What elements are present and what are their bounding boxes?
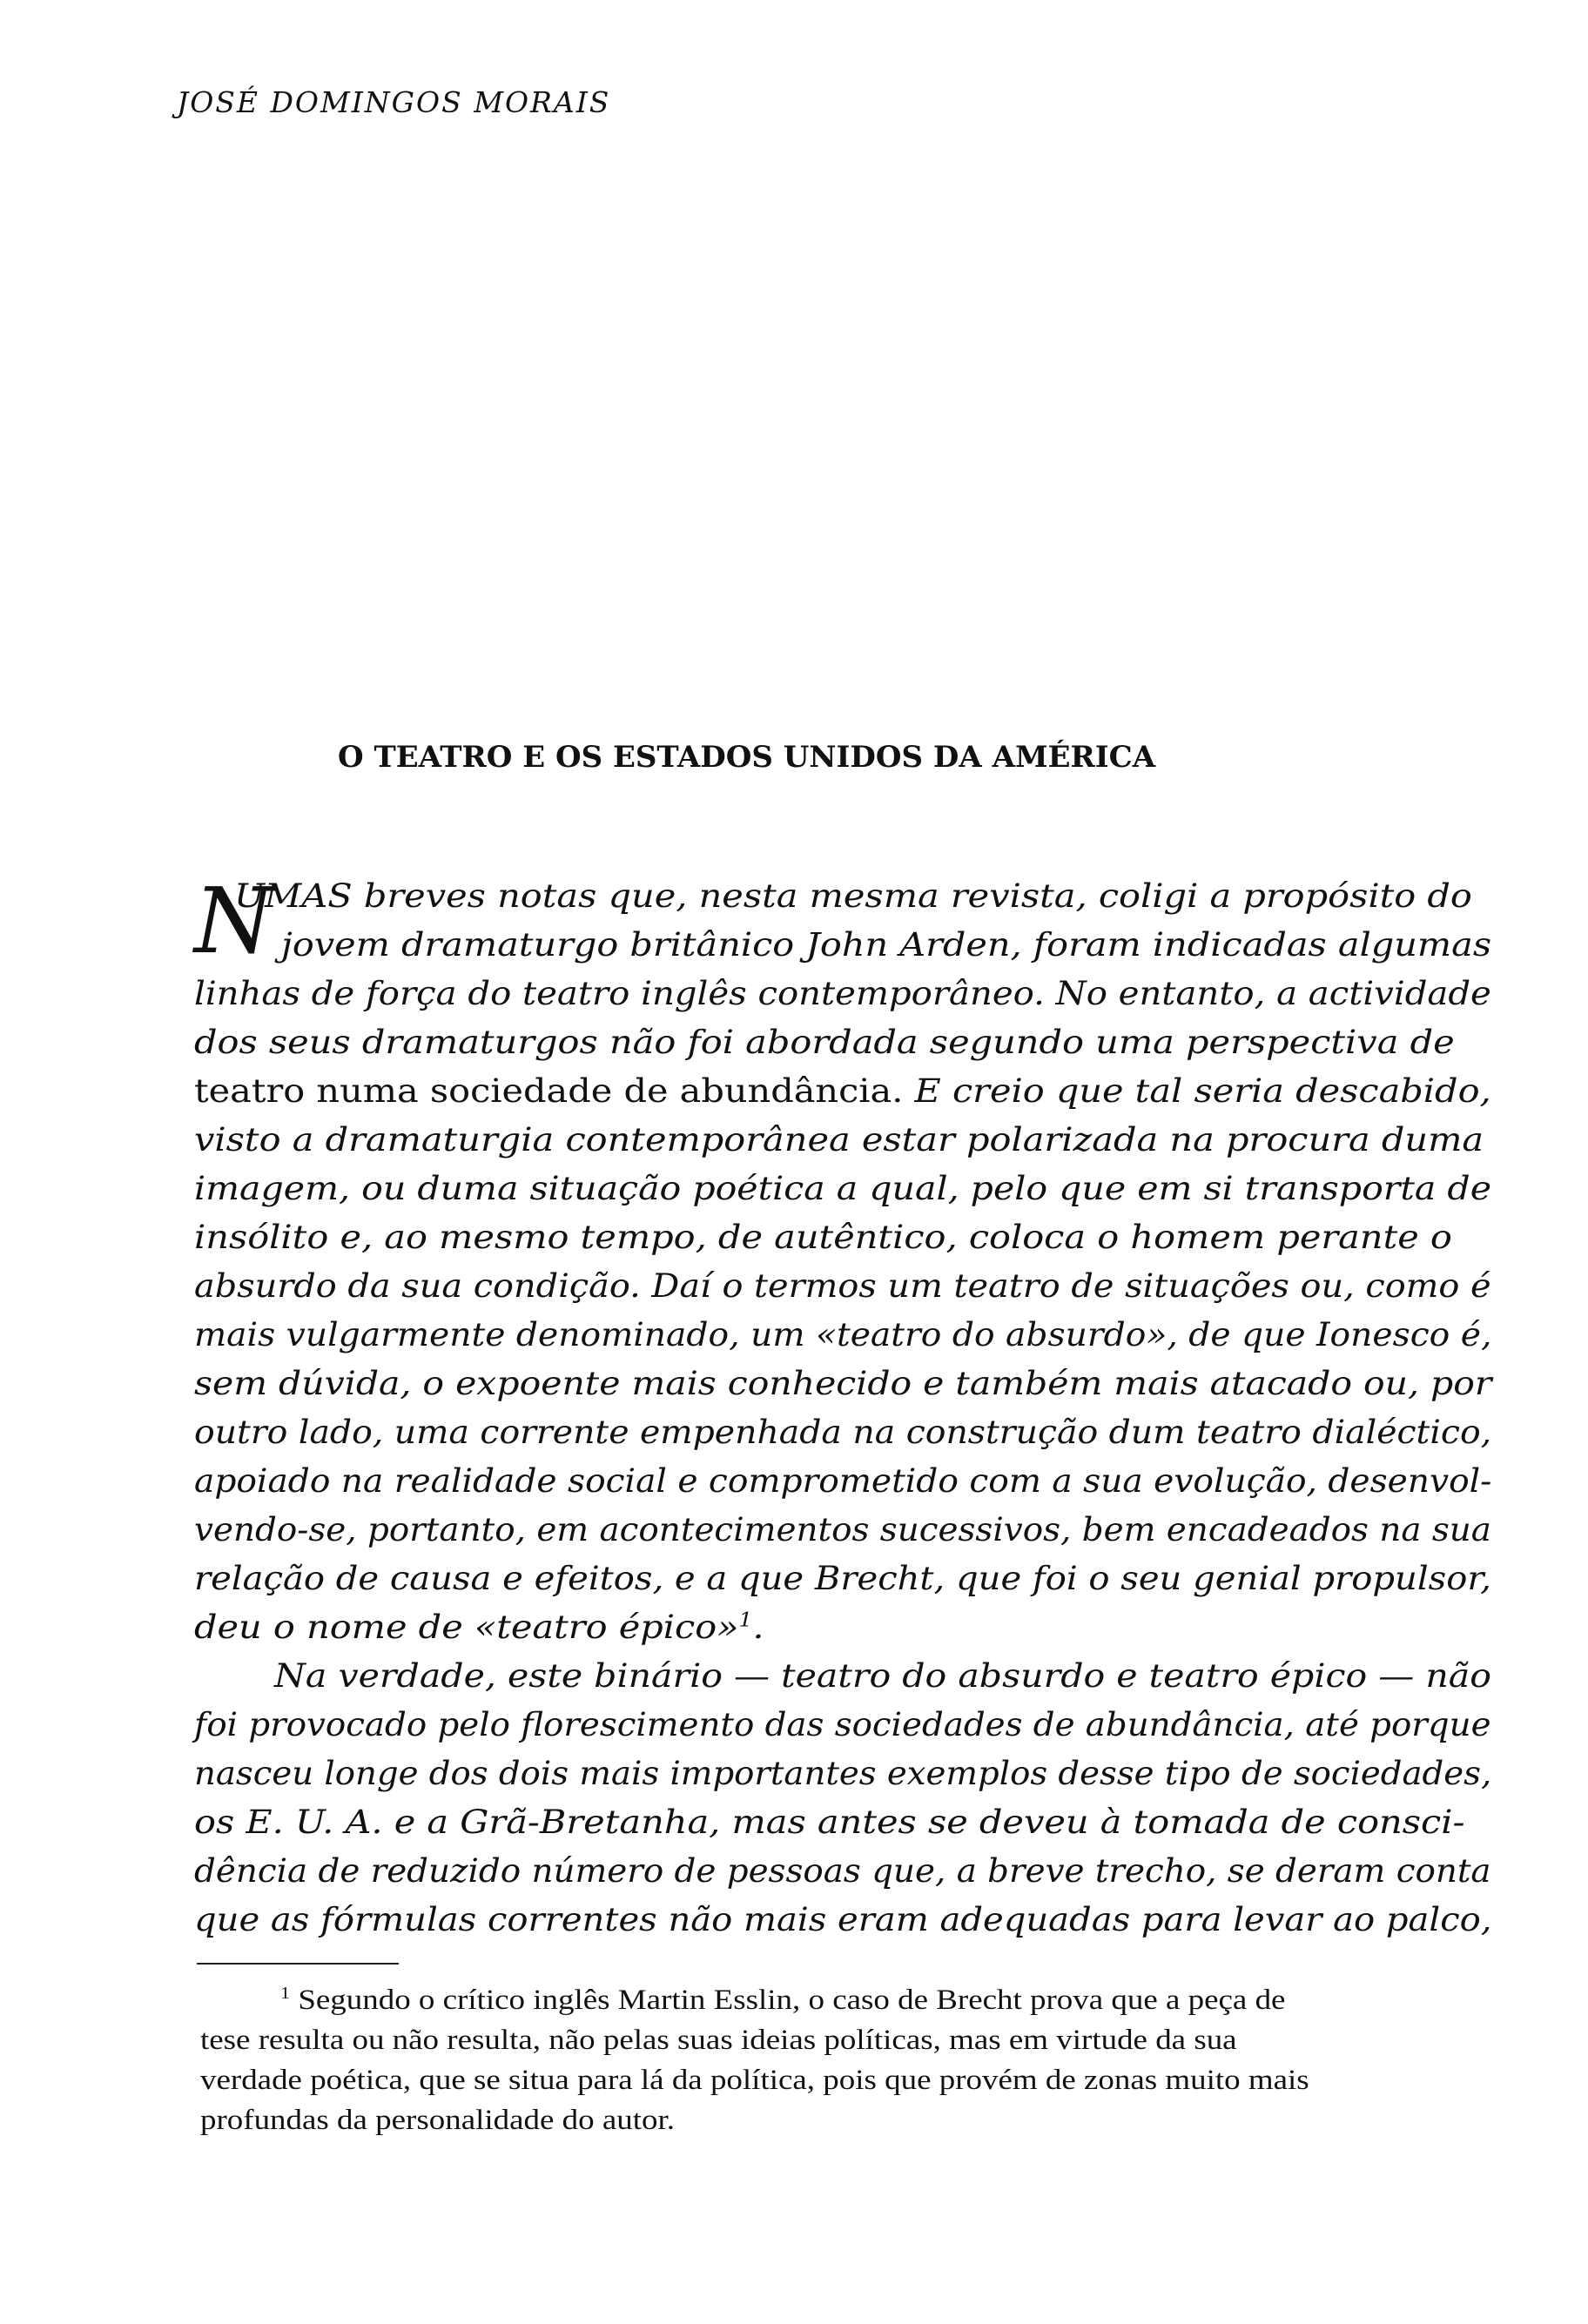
body-line: vendo-se, portanto, em acontecimentos sucessivos, bem encadeados na sua [194, 1511, 1491, 1548]
body-line: insólito e, ao mesmo tempo, de autêntico, coloca o homem perante o [194, 1219, 1452, 1256]
body-line: foi provocado pelo florescimento das sociedades de abundância, até porque [194, 1706, 1491, 1743]
body-line: Na verdade, este binário — teatro do absurdo e teatro épico — não [274, 1657, 1491, 1695]
body-line: linhas de força do teatro inglês contemporâneo. No entanto, a actividade [194, 975, 1491, 1012]
running-head: JOSÉ DOMINGOS MORAIS [177, 85, 611, 119]
body-line: UMAS breves notas que, nesta mesma revista, coligi a propósito do [234, 877, 1472, 915]
article-body [194, 868, 1500, 1945]
body-line: nasceu longe dos dois mais importantes exemplos desse tipo de sociedades, [194, 1755, 1492, 1792]
body-line: dos seus dramaturgos não foi abordada segundo uma perspectiva de [194, 1024, 1455, 1061]
article-title: O TEATRO E OS ESTADOS UNIDOS DA AMÉRICA [338, 740, 1156, 775]
body-line: mais vulgarmente denominado, um «teatro do absurdo», de que Ionesco é, [194, 1316, 1492, 1353]
footnote-line: $^1$ Segundo o crítico inglês Martin Esslin, o caso de Brecht prova que a peça de [280, 1984, 1286, 2016]
footnote-rule [197, 1963, 399, 1965]
drop-cap: N [194, 868, 273, 974]
body-line: os E. U. A. e a Grã-Bretanha, mas antes se deveu à tomada de consci- [194, 1803, 1465, 1841]
footnote-line: verdade poética, que se situa para lá da política, pois que provém de zonas muito mais [200, 2065, 1309, 2096]
body-line: jovem dramaturgo britânico John Arden, foram indicadas algumas [281, 926, 1492, 964]
body-line: relação de causa e efeitos, e a que Brecht, que foi o seu genial propulsor, [194, 1560, 1491, 1597]
footnote-marker: 1 [280, 1984, 291, 2004]
footnotes [200, 1980, 1506, 2140]
body-line: visto a dramaturgia contemporânea estar polarizada na procura duma [194, 1121, 1484, 1159]
body-line: deu o nome de «teatro épico»$^1$. [194, 1609, 764, 1646]
body-line: apoiado na realidade social e comprometido com a sua evolução, desenvol- [194, 1462, 1492, 1500]
body-line: absurdo da sua condição. Daí o termos um teatro de situações ou, como é [194, 1267, 1491, 1305]
body-line: imagem, ou duma situação poética a qual, pelo que em si transporta de [194, 1170, 1492, 1207]
body-line: teatro numa sociedade de abundância. E creio que tal seria descabido, [194, 1072, 1491, 1110]
footnote-line: tese resulta ou não resulta, não pelas suas ideias políticas, mas em virtude da sua [200, 2025, 1237, 2056]
body-line: outro lado, uma corrente empenhada na construção dum teatro dialéctico, [194, 1414, 1492, 1451]
body-line: que as fórmulas correntes não mais eram adequadas para levar ao palco, [194, 1901, 1492, 1938]
footnote-line: profundas da personalidade do autor. [200, 2105, 676, 2136]
footnote-ref: 1 [738, 1609, 753, 1632]
body-line: sem dúvida, o expoente mais conhecido e também mais atacado ou, por [194, 1365, 1492, 1402]
body-line: dência de reduzido número de pessoas que, a breve trecho, se deram conta [194, 1852, 1491, 1890]
